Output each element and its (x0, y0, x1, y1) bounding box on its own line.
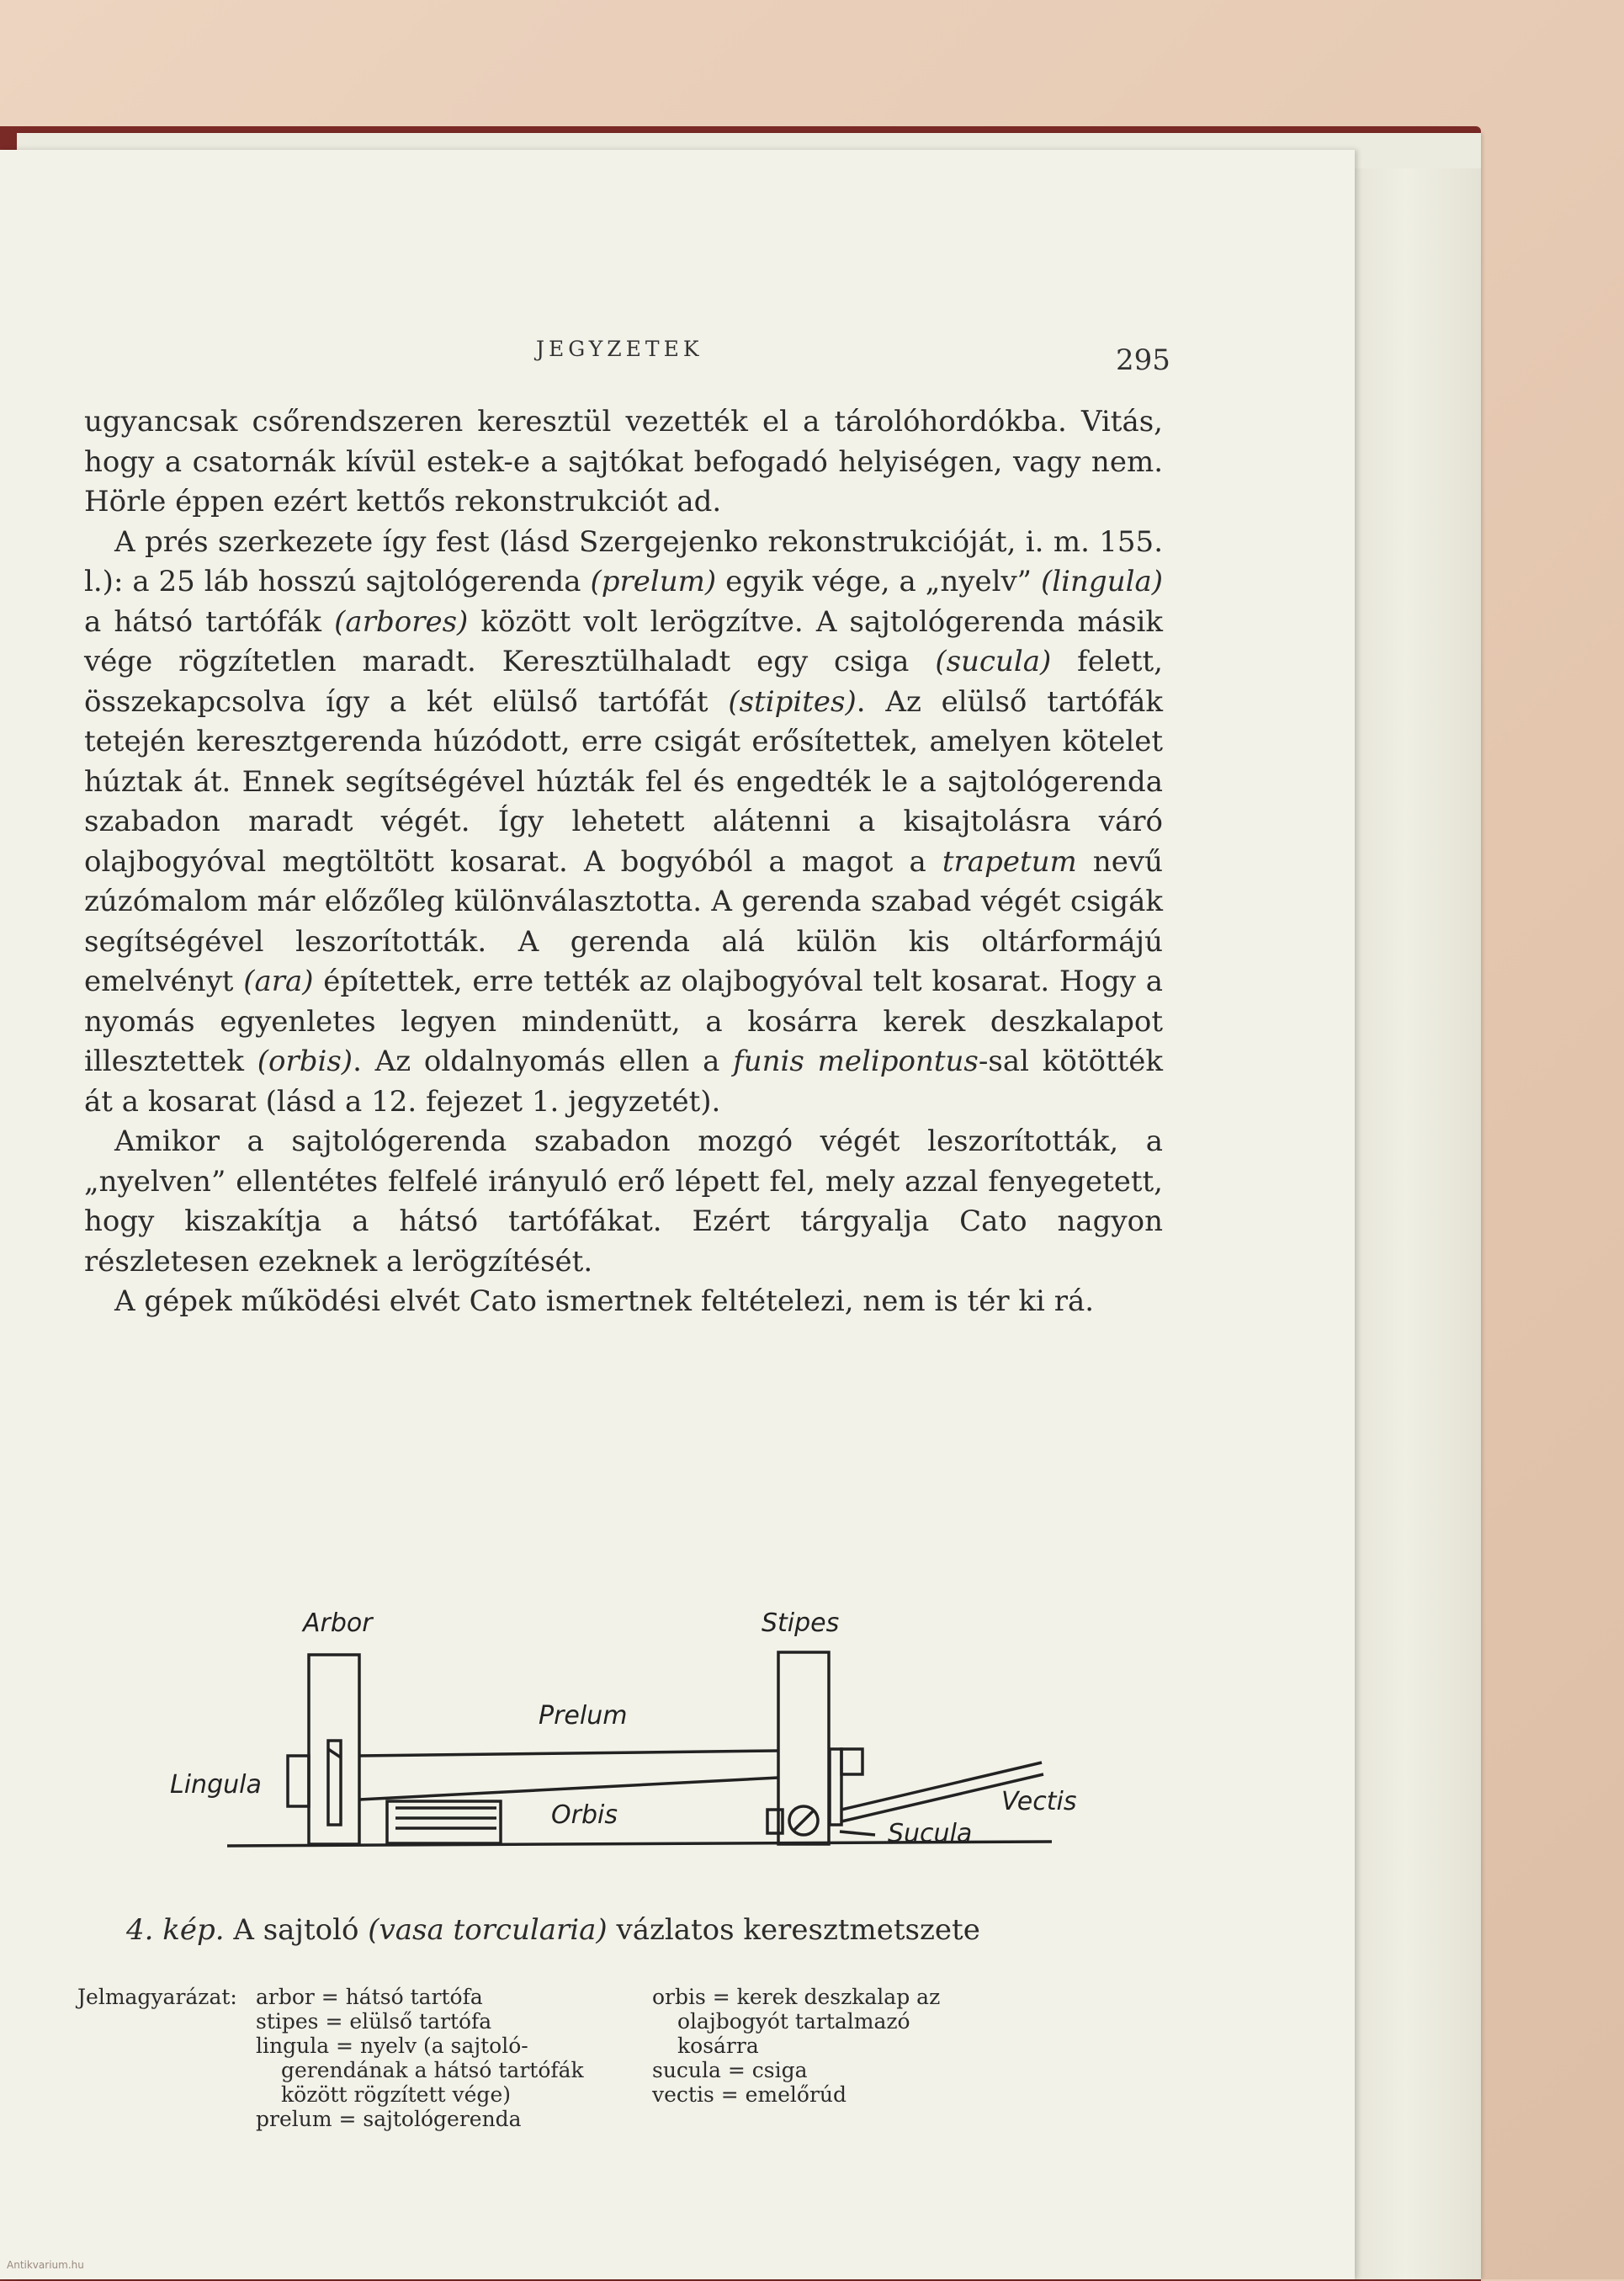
label-vectis: Vectis (1001, 1787, 1077, 1816)
label-orbis: Orbis (551, 1800, 618, 1830)
label-arbor: Arbor (303, 1608, 373, 1638)
legend-entry: prelum = sajtológerenda (256, 2107, 522, 2131)
stipes-post (778, 1652, 829, 1844)
legend-entry: lingula = nyelv (a sajtoló- (256, 2034, 528, 2058)
legend-right (652, 1985, 1006, 2107)
book-page (0, 150, 1355, 2279)
paragraph-1: ugyancsak csőrendszeren keresztül vezették el a tárolóhordókba. Vitás, hogy a csatornák kívül estek-e a sajtókat befogadó helyiségen, vagy nem. Hörle éppen ezért kettős rekonstrukciót ad. (84, 405, 1163, 518)
legend-entry: olajbogyót tartalmazó (677, 2009, 910, 2034)
page-edge (1355, 168, 1481, 2279)
arbor-post (309, 1655, 359, 1844)
label-lingula: Lingula (170, 1770, 262, 1800)
prelum-bottom (359, 1778, 778, 1800)
sucula-cap (767, 1810, 783, 1833)
legend-entry: között rögzített vége) (281, 2082, 511, 2107)
legend-entry: gerendának a hátsó tartófák (281, 2058, 584, 2082)
legend-entry: sucula = csiga (652, 2058, 808, 2082)
legend-entry: stipes = elülső tartófa (256, 2009, 492, 2034)
sucula-pointer (840, 1832, 875, 1835)
paragraph-3: Amikor a sajtológerenda szabadon mozgó végét leszorították, a „nyelven” ellentétes felfelé irányuló erő lépett fel, mely azzal fenyegetett, hogy kiszakítja a hátsó tartófákat. Ezért tárgyalja Cato nagyon részletesen ezeknek a lerögzítését. (84, 1125, 1163, 1279)
stipes-block (841, 1749, 862, 1774)
label-sucula: Sucula (888, 1819, 973, 1848)
figure-caption: 4. kép. A sajtoló (vasa torcularia) vázlatos keresztmetszete (126, 1913, 980, 1947)
press-diagram-svg (160, 1598, 1085, 1875)
sucula-axle (793, 1810, 815, 1832)
press-diagram (160, 1598, 1085, 1875)
legend-entry: arbor = hátsó tartófa (256, 1985, 483, 2009)
page-number: 295 (1116, 343, 1170, 377)
paragraph-4: A gépek működési elvét Cato ismertnek feltételezi, nem is tér ki rá. (114, 1284, 1095, 1318)
stipes-slot (830, 1749, 841, 1825)
prelum-top (359, 1751, 778, 1756)
paragraph-2: A prés szerkezete így fest (lásd Szergejenko rekonstrukcióját, i. m. 155. l.): a 25 láb hosszú sajtológerenda (prelum) egyik vége, a „nyelv” (lingula) a hátsó tartófák (arbores) között volt lerögzítve. A sajtológerenda másik vége rögzítetlen maradt. Keresztülhaladt egy csiga (sucula) felett, összekapcsolva így a két elülső tartófát (stipites). Az elülső tartófák tetején keresztgerenda húzódott, erre csigát erősítettek, amelyen kötelet húztak át. Ennek segítségével húzták fel és engedték le a sajtológerenda szabadon maradt végét. Így lehetett alátenni a kisajtolásra váró olajbogyóval megtöltött kosarat. A bogyóból a magot a trapetum nevű zúzómalom már előzőleg különválasztotta. A gerenda szabad végét csigák segítségével leszorították. A gerenda alá külön kis oltárformájú emelvényt (ara) építettek, erre tették az olajbogyóval telt kosarat. Hogy a nyomás egyenletes legyen mindenütt, a kosárra kerek deszkalapot illesztettek (orbis). Az oldalnyomás ellen a funis melipontus-sal kötötték át a kosarat (lásd a 12. fejezet 1. jegyzetét). (84, 524, 1164, 1119)
label-prelum: Prelum (539, 1701, 628, 1731)
body-text (84, 402, 1163, 1322)
watermark: Antikvarium.hu (7, 2259, 84, 2271)
legend-label: Jelmagyarázat: (77, 1985, 237, 2009)
label-stipes: Stipes (762, 1608, 840, 1638)
running-head: JEGYZETEK (536, 337, 703, 361)
arbor-slot-hatch (328, 1749, 341, 1757)
legend-entries-left (256, 1985, 651, 2131)
lingula-stub (288, 1756, 309, 1806)
legend-entry: kosárra (677, 2034, 759, 2058)
legend-entry: orbis = kerek deszkalap az (652, 1985, 941, 2009)
legend-entry: vectis = emelőrúd (652, 2082, 847, 2107)
